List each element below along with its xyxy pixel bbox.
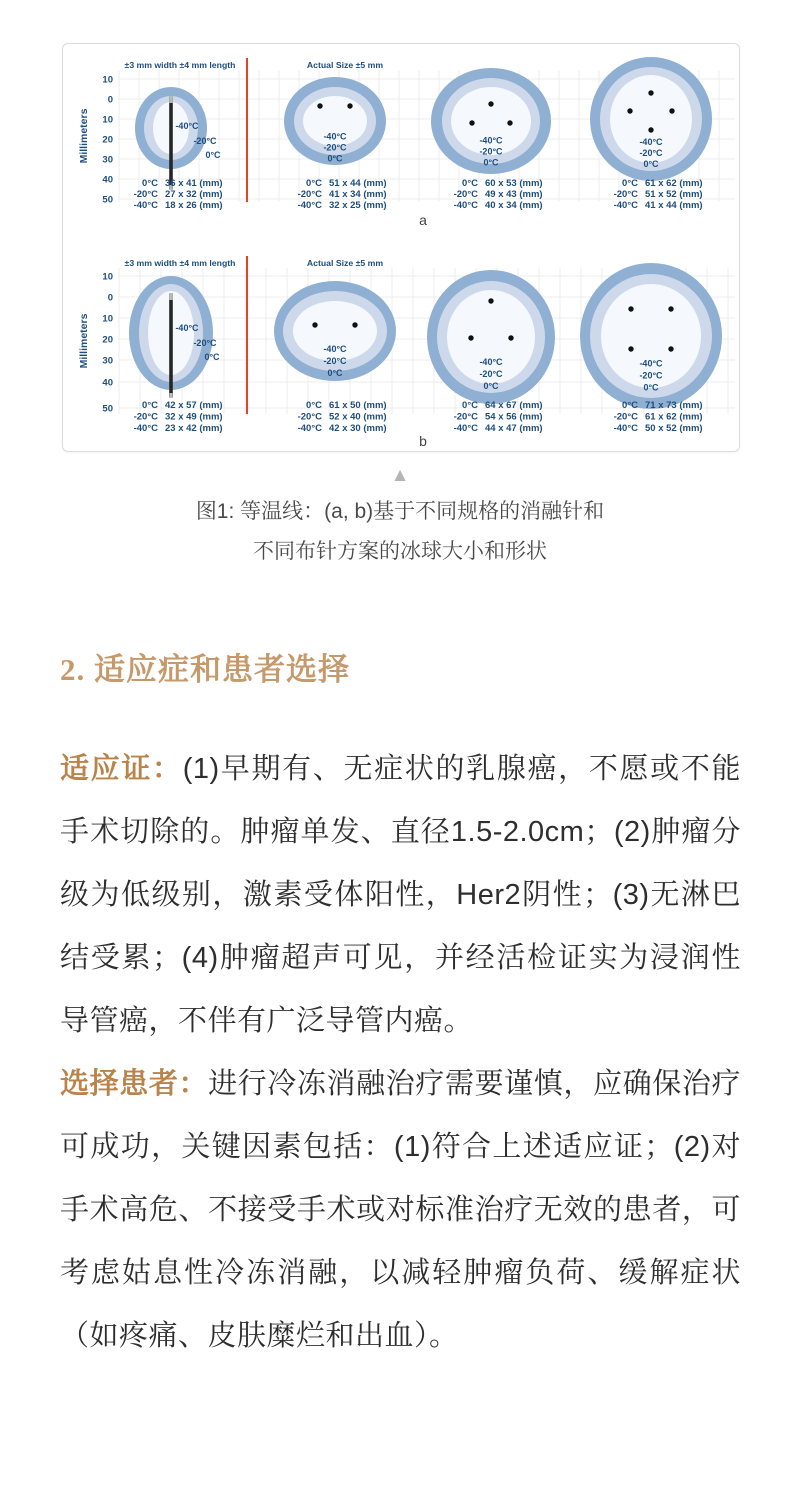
measurement-temp: -20°C (613, 411, 638, 423)
measurement-size: 23 x 42 (mm) (165, 423, 223, 434)
measurement-size: 61 x 50 (mm) (329, 400, 387, 411)
y-axis-tick: 20 (102, 334, 113, 346)
measurement-size: 32 x 25 (mm) (329, 200, 387, 211)
measurement-temp: -20°C (613, 189, 638, 200)
indication-paragraph (60, 738, 741, 1053)
measurement-size: 64 x 67 (mm) (485, 400, 543, 411)
measurement-temp: 0°C (306, 400, 322, 411)
needle-dot (488, 101, 493, 106)
measurement-temp: 0°C (306, 178, 322, 189)
isotherm-temp-label: -20°C (639, 370, 663, 381)
collapse-arrow-icon[interactable]: ▲ (390, 465, 410, 486)
y-axis-tick: 10 (102, 313, 113, 325)
isotherm-temp-label: -20°C (479, 369, 503, 380)
patient-selection-paragraph (60, 1053, 741, 1368)
needle-dot (508, 335, 513, 340)
body-text (60, 738, 741, 1368)
needle-dot (669, 108, 674, 113)
section-heading: 2. 适应症和患者选择 (60, 652, 350, 687)
measurement-size: 61 x 62 (mm) (645, 178, 703, 189)
isotherm-temp-label: 0°C (483, 381, 499, 392)
needle-dot (628, 306, 633, 311)
measurement-size: 49 x 43 (mm) (485, 189, 543, 200)
panel-header: Actual Size ±5 mm (306, 60, 384, 70)
measurement-size: 50 x 52 (mm) (645, 423, 703, 434)
measurement-size: 41 x 44 (mm) (645, 200, 703, 211)
figure-row-b (78, 256, 735, 449)
measurement-size: 61 x 62 (mm) (645, 411, 703, 423)
isotherm-temp-label: -40°C (323, 131, 347, 142)
y-axis-tick: 50 (102, 194, 113, 206)
measurement-temp: 0°C (462, 178, 478, 189)
isotherm-temp-label: 0°C (327, 368, 343, 378)
measurement-temp: -40°C (453, 200, 478, 211)
needle-dot (668, 346, 673, 351)
measurement-temp: -40°C (133, 200, 158, 211)
figure-row-a (78, 57, 735, 228)
isotherm-temp-label: 0°C (204, 352, 220, 362)
row-label: b (419, 433, 427, 449)
isotherm-temp-label: 0°C (643, 159, 659, 170)
patient-selection-text: 进行冷冻消融治疗需要谨慎，应确保治疗可成功，关键因素包括：(1)符合上述适应证；(2)对手术高危、不接受手术或对标准治疗无效的患者，可考虑姑息性冷冻消融，以减轻肿瘤负荷、缓解症状（如疼痛、皮肤糜烂和出血）。 (60, 1068, 741, 1352)
measurement-size: 71 x 73 (mm) (645, 400, 703, 411)
isotherm-temp-label: -40°C (479, 357, 503, 368)
y-axis-tick: 0 (107, 292, 113, 304)
isotherm-temp-label: 0°C (643, 382, 659, 393)
measurement-size: 42 x 30 (mm) (329, 423, 387, 434)
isotherm-figure (63, 44, 739, 451)
isotherm-temp-label: -40°C (639, 137, 663, 148)
measurement-temp: 0°C (142, 400, 158, 411)
measurement-size: 60 x 53 (mm) (485, 178, 543, 189)
measurement-temp: -20°C (133, 411, 158, 423)
row-label: a (419, 212, 427, 228)
needle-dot (648, 90, 653, 95)
indication-text: (1)早期有、无症状的乳腺癌，不愿或不能手术切除的。肿瘤单发、直径1.5-2.0cm；(2)肿瘤分级为低级别，激素受体阳性，Her2阴性；(3)无淋巴结受累；(4)肿瘤超声可见，并经活检证实为浸润性导管癌，不伴有广泛导管内癌。 (60, 753, 741, 1037)
indication-label: 适应证： (60, 753, 183, 785)
measurement-temp: 0°C (462, 400, 478, 411)
isotherm-temp-label: -40°C (175, 323, 199, 333)
measurement-size: 51 x 52 (mm) (645, 189, 703, 200)
y-axis-tick: 40 (102, 174, 113, 186)
measurement-size: 44 x 47 (mm) (485, 423, 543, 434)
isotherm-temp-label: -20°C (193, 338, 217, 348)
y-axis-tick: 10 (102, 74, 113, 86)
panel-header: ±3 mm width ±4 mm length (124, 258, 236, 268)
measurement-size: 42 x 57 (mm) (165, 400, 223, 411)
measurement-temp: -40°C (453, 423, 478, 434)
needle-dot (488, 298, 493, 303)
figure-caption (0, 492, 800, 572)
isotherm-temp-label: -20°C (323, 142, 347, 153)
needle-dot (312, 322, 317, 327)
isotherm-temp-label: -40°C (639, 358, 663, 369)
y-axis-tick: 30 (102, 355, 113, 367)
cryoprobe-needle (169, 96, 173, 190)
needle-dot (507, 120, 512, 125)
figure-1-box (62, 43, 740, 452)
measurement-size: 54 x 56 (mm) (485, 411, 543, 423)
cryoprobe-needle (169, 293, 173, 398)
measurement-size: 32 x 49 (mm) (165, 411, 223, 423)
isotherm-temp-label: -20°C (479, 146, 503, 157)
measurement-temp: -20°C (453, 411, 478, 423)
isotherm-temp-label: 0°C (483, 157, 499, 168)
measurement-size: 40 x 34 (mm) (485, 200, 543, 211)
isotherm-temp-label: -20°C (639, 148, 663, 159)
measurement-temp: 0°C (142, 178, 158, 189)
measurement-temp: -40°C (297, 200, 322, 211)
measurement-size: 18 x 26 (mm) (165, 200, 223, 211)
isotherm-temp-label: 0°C (205, 150, 221, 160)
measurement-temp: -20°C (453, 189, 478, 200)
measurement-size: 36 x 41 (mm) (165, 178, 223, 189)
needle-dot (469, 120, 474, 125)
figure-caption-line1: 图1: 等温线：(a, b)基于不同规格的消融针和 (195, 500, 605, 523)
measurement-temp: -20°C (133, 189, 158, 200)
isotherm-temp-label: -20°C (323, 356, 347, 366)
y-axis-tick: 20 (102, 134, 113, 146)
measurement-temp: -40°C (297, 423, 322, 434)
y-axis-label: Millimeters (78, 313, 90, 369)
needle-dot (627, 108, 632, 113)
y-axis-tick: 50 (102, 403, 113, 415)
measurement-temp: -40°C (613, 200, 638, 211)
figure-caption-line2: 不同布针方案的冰球大小和形状 (253, 540, 547, 563)
y-axis-tick: 0 (107, 94, 113, 106)
needle-dot (317, 103, 322, 108)
panel-header: Actual Size ±5 mm (306, 258, 384, 268)
measurement-temp: -20°C (297, 411, 322, 423)
y-axis-label: Millimeters (78, 108, 90, 164)
measurement-temp: 0°C (622, 178, 638, 189)
measurement-temp: -20°C (297, 189, 322, 200)
needle-dot (352, 322, 357, 327)
measurement-temp: -40°C (613, 423, 638, 434)
measurement-temp: 0°C (622, 400, 638, 411)
needle-dot (628, 346, 633, 351)
measurement-size: 27 x 32 (mm) (165, 189, 223, 200)
y-axis-tick: 30 (102, 154, 113, 166)
measurement-temp: -40°C (133, 423, 158, 434)
isotherm-temp-label: -20°C (193, 136, 217, 146)
y-axis-tick: 40 (102, 377, 113, 389)
isotherm-temp-label: 0°C (327, 153, 343, 164)
isotherm-temp-label: -40°C (323, 344, 347, 354)
measurement-size: 51 x 44 (mm) (329, 178, 387, 189)
needle-dot (668, 306, 673, 311)
y-axis-tick: 10 (102, 271, 113, 283)
needle-dot (468, 335, 473, 340)
isotherm-temp-label: -40°C (479, 135, 503, 146)
measurement-size: 52 x 40 (mm) (329, 411, 387, 423)
needle-dot (648, 127, 653, 132)
y-axis-tick: 10 (102, 114, 113, 126)
needle-dot (347, 103, 352, 108)
panel-header: ±3 mm width ±4 mm length (124, 60, 236, 70)
patient-selection-label: 选择患者： (60, 1068, 209, 1100)
isotherm-temp-label: -40°C (175, 121, 199, 131)
measurement-size: 41 x 34 (mm) (329, 189, 387, 200)
